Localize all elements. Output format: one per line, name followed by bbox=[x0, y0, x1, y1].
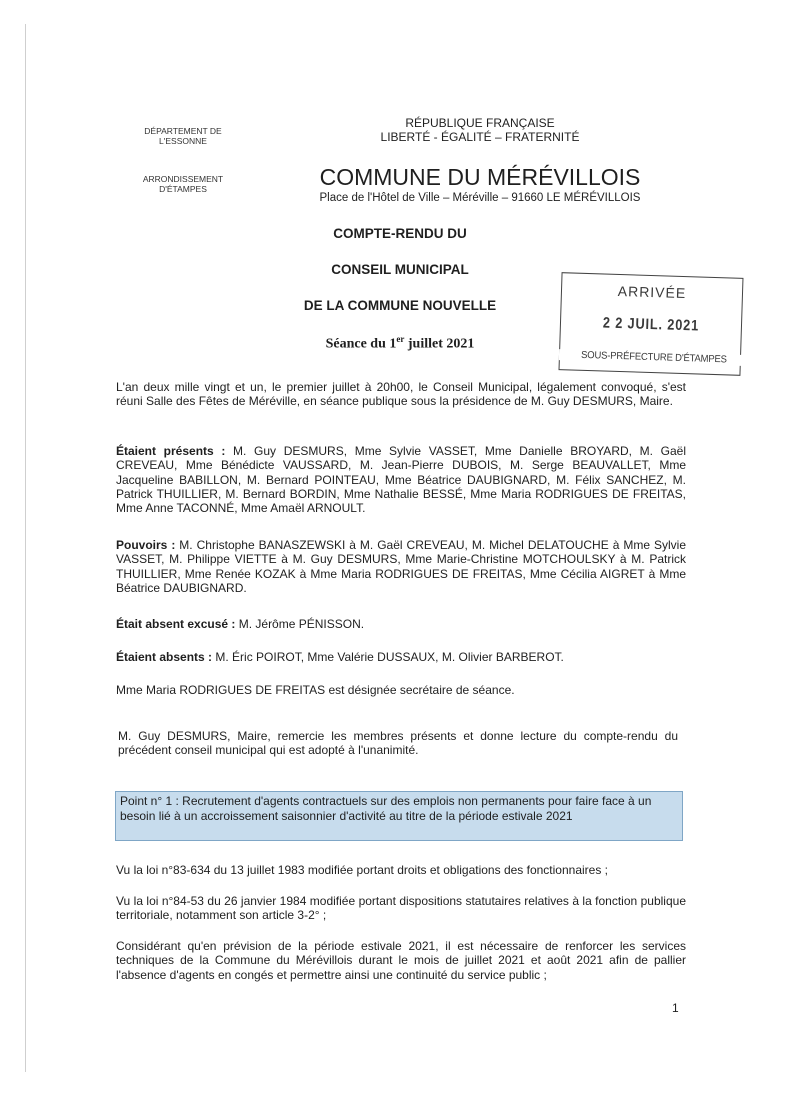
departement-line-1: DÉPARTEMENT DE bbox=[144, 126, 222, 136]
title-line-2: CONSEIL MUNICIPAL bbox=[331, 262, 469, 277]
absent-excuse-text: M. Jérôme PÉNISSON. bbox=[235, 617, 365, 631]
title-line-3: DE LA COMMUNE NOUVELLE bbox=[303, 298, 497, 313]
stamp-title: ARRIVÉE bbox=[617, 282, 687, 302]
page-number: 1 bbox=[672, 1001, 679, 1015]
considerant-paragraph: Considérant qu'en prévision de la période estivale 2021, il est nécessaire de renforcer les services techniques de la Commune du Mérévillois durant le mois de juillet 2021 et août 2021 afin de pallier l'absence d'agents en congés et permettre ainsi une continuité du service public ; bbox=[116, 939, 686, 982]
page-edge-line bbox=[25, 24, 26, 1072]
vu-paragraph-2: Vu la loi n°84-53 du 26 janvier 1984 modifiée portant dispositions statutaires relatives à la fonction publique territoriale, notamment son article 3-2° ; bbox=[116, 894, 686, 923]
pouvoirs-label: Pouvoirs : bbox=[116, 538, 176, 552]
arrondissement-label bbox=[128, 174, 238, 194]
title-line-1: COMPTE-RENDU DU bbox=[333, 226, 467, 241]
lecture-paragraph: M. Guy DESMURS, Maire, remercie les membres présents et donne lecture du compte-rendu du précédent conseil municipal qui est adopté à l'unanimité. bbox=[118, 729, 678, 758]
republique-text: RÉPUBLIQUE FRANÇAISE bbox=[405, 116, 555, 130]
stamp-date: 2 2 JUIL. 2021 bbox=[602, 314, 700, 335]
absents-paragraph bbox=[116, 650, 686, 664]
arrondissement-line-2: D'ÉTAMPES bbox=[159, 184, 207, 194]
stamp-office: SOUS-PRÉFECTURE D'ÉTAMPES bbox=[559, 349, 749, 366]
seance-suffix: juillet 2021 bbox=[404, 336, 475, 352]
secretaire-paragraph: Mme Maria RODRIGUES DE FREITAS est désignée secrétaire de séance. bbox=[116, 683, 515, 697]
absent-excuse-label: Était absent excusé : bbox=[116, 617, 236, 631]
absent-excuse-paragraph bbox=[116, 617, 686, 631]
departement-label bbox=[128, 126, 238, 146]
absents-text: M. Éric POIROT, Mme Valérie DUSSAUX, M. Olivier BARBEROT. bbox=[212, 650, 564, 664]
pouvoirs-paragraph bbox=[116, 538, 686, 595]
seance-prefix: Séance du 1 bbox=[325, 336, 397, 352]
point-1-heading: Point n° 1 : Recrutement d'agents contractuels sur des emplois non permanents pour faire face à un besoin lié à un accroissement saisonnier d'activité au titre de la période estivale 2021 bbox=[115, 791, 683, 841]
commune-address: Place de l'Hôtel de Ville – Méréville – 91660 LE MÉRÉVILLOIS bbox=[319, 192, 641, 204]
seance-sup: er bbox=[396, 334, 405, 344]
arrondissement-line-1: ARRONDISSEMENT bbox=[142, 174, 224, 184]
presents-paragraph bbox=[116, 444, 686, 515]
absents-label: Étaient absents : bbox=[116, 650, 213, 664]
arrival-stamp bbox=[559, 272, 744, 376]
departement-line-2: L'ESSONNE bbox=[159, 136, 207, 146]
presents-label: Étaient présents : bbox=[116, 444, 226, 458]
vu-paragraph-1: Vu la loi n°83-634 du 13 juillet 1983 modifiée portant droits et obligations des fonctionnaires ; bbox=[116, 863, 608, 877]
commune-title: COMMUNE DU MÉRÉVILLOIS bbox=[319, 164, 641, 190]
devise-text: LIBERTÉ - ÉGALITÉ – FRATERNITÉ bbox=[380, 130, 580, 144]
intro-paragraph: L'an deux mille vingt et un, le premier juillet à 20h00, le Conseil Municipal, légalement convoqué, s'est réuni Salle des Fêtes de Méréville, en séance publique sous la présidence de M. Guy DESMURS, Maire. bbox=[116, 380, 686, 409]
pouvoirs-list: M. Christophe BANASZEWSKI à M. Gaël CREVEAU, M. Michel DELATOUCHE à Mme Sylvie VASSET, M. Philippe VIETTE à M. Guy DESMURS, Mme Marie-Christine MOTCHOULSKY à M. Patrick THUILLIER, Mme Renée KOZAK à Mme Maria RODRIGUES DE FREITAS, Mme Cécilia AIGRET à Mme Béatrice DAUBIGNARD. bbox=[116, 538, 686, 595]
presents-list: M. Guy DESMURS, Mme Sylvie VASSET, Mme Danielle BROYARD, M. Gaël CREVEAU, Mme Bénédicte VAUSSARD, M. Jean-Pierre DUBOIS, M. Serge BEAUVALLET, Mme Jacqueline BABILLON, M. Bernard POINTEAU, Mme Béatrice DAUBIGNARD, M. Félix SANCHEZ, M. Patrick THUILLIER, M. Bernard BORDIN, Mme Nathalie BESSÉ, Mme Maria RODRIGUES DE FREITAS, Mme Anne TACONNÉ, Mme Amaël ARNOULT. bbox=[116, 444, 686, 516]
republique-block bbox=[290, 116, 670, 144]
seance-date bbox=[290, 334, 510, 353]
